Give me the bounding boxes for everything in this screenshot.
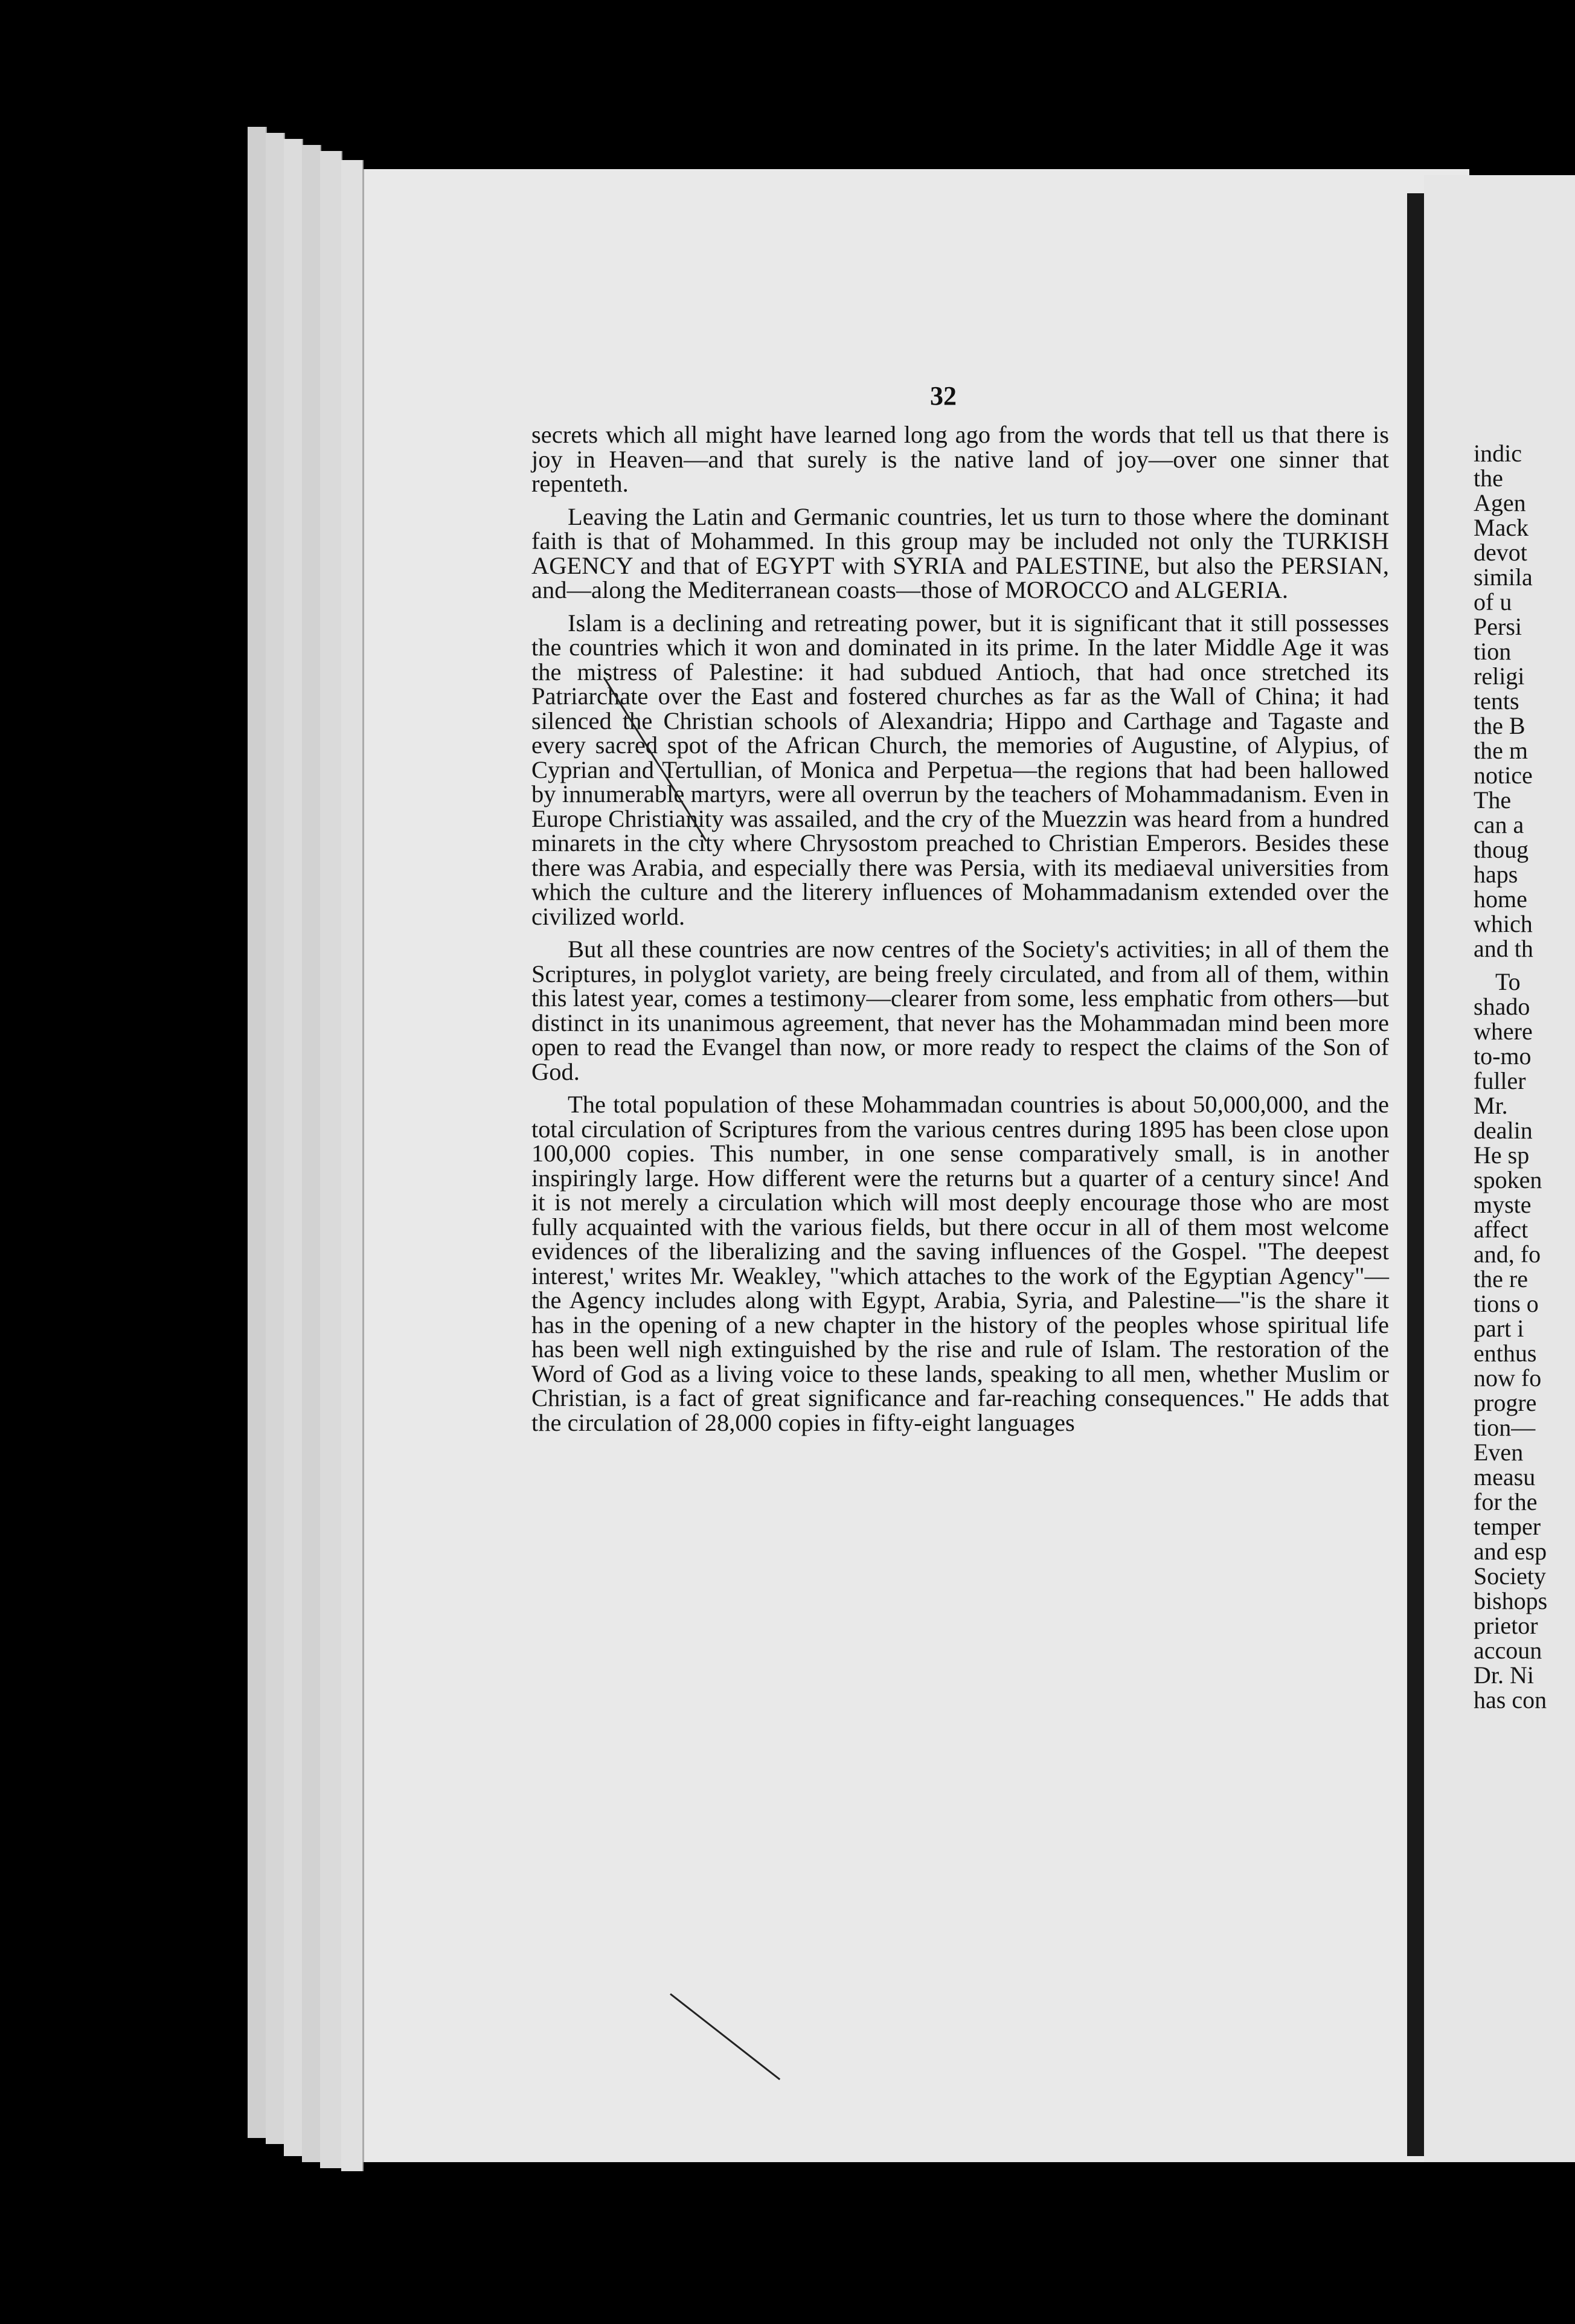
- right-column-line: has con: [1474, 1686, 1547, 1713]
- right-column-line: Agen: [1474, 489, 1526, 516]
- right-column-line: and esp: [1474, 1538, 1547, 1565]
- right-column-line: the: [1474, 464, 1503, 492]
- right-column-line: Society: [1474, 1562, 1546, 1590]
- right-column-line: part i: [1474, 1315, 1524, 1342]
- right-column-line: He sp: [1474, 1141, 1530, 1169]
- page-edge: [248, 127, 267, 2138]
- right-column-line: The: [1474, 786, 1512, 814]
- right-column-line: tents: [1474, 687, 1519, 714]
- right-column-line: fuller: [1474, 1067, 1526, 1094]
- right-column-line: simila: [1474, 563, 1533, 591]
- right-column-line: To: [1495, 968, 1521, 995]
- paragraph: Islam is a declining and retreating power, but it is significant that it still possesses the countries which it won and dominated in its prime. In the later Middle Age it was the mistress of Palestine: it had subdued Antioch, that had once stretched its Patriarchate over the East and fostered churches as far as the Wall of China; it had silenced the Christian schools of Alexandria; Hippo and Carthage and Tagaste and every sacred spot of the African Church, the memories of Augustine, of Alypius, of Cyprian and Tertullian, of Monica and Perpetua—the regions that had been hallowed by innumerable martyrs, were all overrun by the teachers of Mohammadanism. Even in Europe Christianity was assailed, and the cry of the Muezzin was heard from a hundred minarets in the city where Chrysostom preached to Christian Emperors. Besides these there was Arabia, and especially there was Persia, with its mediaeval universities from which the culture and the literery influences of Mohammadanism extended over the civilized world.: [531, 609, 1389, 930]
- page-number: 32: [930, 381, 957, 411]
- right-column-line: can a: [1474, 811, 1524, 838]
- right-column-text: [1474, 441, 1575, 1712]
- right-column-line: measu: [1474, 1463, 1536, 1491]
- page-edge: [341, 160, 364, 2171]
- right-column-line: where: [1474, 1018, 1533, 1045]
- right-column-line: Dr. Ni: [1474, 1661, 1534, 1689]
- right-column-line: thoug: [1474, 836, 1529, 863]
- right-column-line: of u: [1474, 588, 1512, 615]
- book-gutter: [1407, 193, 1424, 2156]
- right-column-line: the re: [1474, 1265, 1528, 1292]
- right-column-line: tions o: [1474, 1290, 1539, 1317]
- page-edge: [302, 145, 321, 2162]
- right-column-line: bishops: [1474, 1587, 1548, 1614]
- right-column-line: notice: [1474, 762, 1533, 789]
- right-column-line: haps: [1474, 861, 1518, 888]
- right-column-line: Mack: [1474, 514, 1529, 541]
- right-column-line: and th: [1474, 935, 1533, 962]
- right-column-line: enthus: [1474, 1340, 1537, 1367]
- paragraph: Leaving the Latin and Germanic countries, let us turn to those where the dominant faith is that of Mohammed. In this group may be included not only the TURKISH AGENCY and that of EGYPT with SYRIA and PALESTINE, but also the PERSIAN, and—along the Mediterranean coasts—those of MOROCCO and ALGERIA.: [531, 502, 1389, 603]
- right-column-line: home: [1474, 885, 1527, 913]
- right-column-line: Even: [1474, 1439, 1524, 1466]
- paragraph: The total population of these Mohammadan countries is about 50,000,000, and the total circulation of Scriptures from the various centres during 1895 has been close upon 100,000 copies. This number, in one sense comparatively small, is in another inspiringly large. How different were the returns but a quarter of a century since! And it is not merely a circulation which will most deeply encourage those who are most fully acquainted with the various fields, but there occur in all of them most welcome evidences of the liberalizing and the saving influences of the Gospel. "The deepest interest,' writes Mr. Weakley, "which attaches to the work of the Egyptian Agency"—the Agency includes along with Egypt, Arabia, Syria, and Palestine—"is the share it has in the opening of a new chapter in the history of the peoples whose spiritual life has been well nigh extinguished by the rise and rule of Islam. The restoration of the Word of God as a living voice to these lands, speaking to all men, whether Muslim or Christian, is a fact of great significance and far-reaching consequences." He adds that the circulation of 28,000 copies in fifty-eight languages: [531, 1091, 1389, 1436]
- right-column-line: dealin: [1474, 1117, 1533, 1144]
- page-edge: [284, 139, 303, 2156]
- main-text: [531, 423, 1389, 1443]
- right-column-line: now fo: [1474, 1364, 1542, 1392]
- right-column-line: shado: [1474, 993, 1530, 1020]
- paragraph: But all these countries are now centres of the Society's activities; in all of them the Scriptures, in polyglot variety, are being freely circulated, and from all of them, within this latest year, comes a testimony—clearer from some, less emphatic from others—but distinct in its unanimous agreement, that never has the Mohammadan mind been more open to read the Evangel than now, or more ready to respect the claims of the Son of God.: [531, 936, 1389, 1085]
- right-column-line: the B: [1474, 712, 1525, 739]
- paragraph: secrets which all might have learned long ago from the words that tell us that there is joy in Heaven—and that surely is the native land of joy—over one sinner that repenteth.: [531, 421, 1389, 497]
- right-column-line: progre: [1474, 1389, 1537, 1416]
- right-column-line: for the: [1474, 1488, 1538, 1515]
- right-column-line: Persi: [1474, 613, 1522, 640]
- page-edge: [266, 133, 285, 2144]
- right-column-line: temper: [1474, 1513, 1541, 1540]
- right-column-line: to-mo: [1474, 1042, 1532, 1070]
- right-column-line: and, fo: [1474, 1241, 1541, 1268]
- right-column-line: spoken: [1474, 1166, 1542, 1193]
- page-edge: [320, 151, 342, 2168]
- right-column-line: myste: [1474, 1191, 1532, 1218]
- right-column-line: Mr.: [1474, 1092, 1508, 1119]
- right-column-line: the m: [1474, 737, 1528, 764]
- right-column-line: which: [1474, 910, 1533, 937]
- right-column-line: prietor: [1474, 1612, 1538, 1639]
- right-column-line: accoun: [1474, 1637, 1542, 1664]
- right-column-line: affect: [1474, 1216, 1528, 1243]
- right-column-line: tion—: [1474, 1414, 1536, 1441]
- right-column-line: religi: [1474, 663, 1525, 690]
- right-column-line: tion: [1474, 638, 1512, 665]
- right-column-line: devot: [1474, 539, 1527, 566]
- right-column-line: indic: [1474, 440, 1522, 467]
